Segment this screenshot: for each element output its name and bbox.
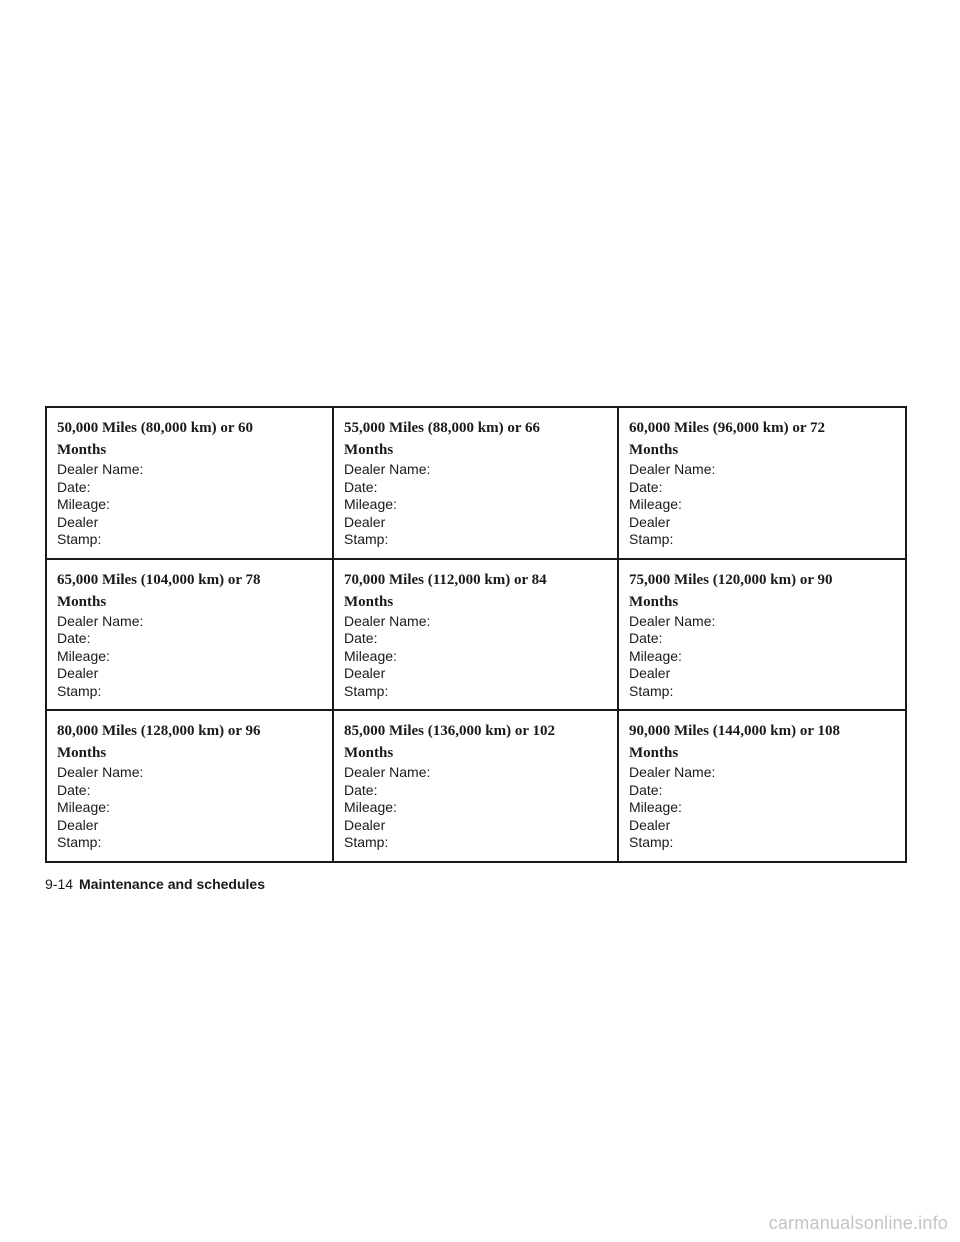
log-entry-cell — [333, 559, 618, 711]
dealer-name-label: Dealer Name: — [629, 461, 716, 477]
entry-title: 60,000 Miles (96,000 km) or 72 Months — [629, 420, 825, 458]
stamp-label: Stamp: — [629, 834, 674, 850]
dealer-name-label: Dealer Name: — [344, 764, 431, 780]
entry-title: 90,000 Miles (144,000 km) or 108 Months — [629, 723, 840, 761]
watermark: carmanualsonline.info — [768, 1213, 948, 1233]
date-label: Date: — [344, 630, 378, 646]
log-entry-cell — [618, 710, 906, 862]
dealer-name-label: Dealer Name: — [344, 612, 431, 629]
log-entry-cell — [333, 407, 618, 559]
dealer-label: Dealer — [344, 816, 386, 833]
date-label: Date: — [57, 630, 91, 646]
stamp-label: Stamp: — [629, 531, 674, 547]
dealer-name-label: Dealer Name: — [57, 612, 144, 629]
dealer-label: Dealer — [344, 665, 386, 681]
table-row — [46, 710, 906, 862]
mileage-label: Mileage: — [57, 647, 110, 664]
stamp-label: Stamp: — [629, 682, 674, 699]
dealer-name-label: Dealer Name: — [57, 764, 144, 780]
dealer-name-label: Dealer Name: — [344, 461, 431, 477]
dealer-name-label: Dealer Name: — [629, 612, 716, 629]
entry-title: 65,000 Miles (104,000 km) or 78 Months — [57, 571, 261, 610]
date-label: Date: — [629, 781, 663, 798]
stamp-label: Stamp: — [57, 682, 102, 699]
entry-title: 75,000 Miles (120,000 km) or 90 Months — [629, 571, 833, 610]
dealer-label: Dealer — [629, 665, 671, 681]
mileage-label: Mileage: — [344, 799, 397, 815]
stamp-label: Stamp: — [57, 834, 102, 850]
log-entry-cell — [618, 407, 906, 559]
table-row — [46, 407, 906, 559]
page-footer — [45, 876, 265, 892]
mileage-label: Mileage: — [629, 496, 682, 512]
date-label: Date: — [629, 478, 663, 495]
log-entry-cell — [618, 559, 906, 711]
log-entry-cell — [46, 559, 333, 711]
date-label: Date: — [344, 478, 378, 495]
entry-title: 70,000 Miles (112,000 km) or 84 Months — [344, 571, 547, 610]
dealer-label: Dealer — [57, 816, 99, 833]
dealer-label: Dealer — [629, 816, 671, 833]
mileage-label: Mileage: — [629, 647, 682, 664]
log-entry-cell — [46, 710, 333, 862]
entry-title: 50,000 Miles (80,000 km) or 60 Months — [57, 420, 253, 458]
section-title: Maintenance and schedules — [79, 876, 265, 892]
mileage-label: Mileage: — [57, 496, 110, 512]
entry-title: 85,000 Miles (136,000 km) or 102 Months — [344, 723, 555, 761]
stamp-label: Stamp: — [57, 531, 102, 547]
table-row — [46, 559, 906, 711]
maintenance-log-table — [45, 406, 907, 863]
date-label: Date: — [57, 478, 91, 495]
dealer-name-label: Dealer Name: — [57, 461, 144, 477]
mileage-label: Mileage: — [344, 496, 397, 512]
page-number: 9-14 — [45, 876, 74, 892]
entry-title: 80,000 Miles (128,000 km) or 96 Months — [57, 723, 261, 761]
date-label: Date: — [344, 781, 378, 798]
dealer-label: Dealer — [344, 513, 386, 530]
date-label: Date: — [57, 781, 91, 798]
mileage-label: Mileage: — [344, 647, 397, 664]
stamp-label: Stamp: — [344, 834, 389, 850]
log-entry-cell — [333, 710, 618, 862]
stamp-label: Stamp: — [344, 531, 389, 547]
mileage-label: Mileage: — [57, 799, 110, 815]
dealer-label: Dealer — [629, 513, 671, 530]
dealer-name-label: Dealer Name: — [629, 764, 716, 780]
date-label: Date: — [629, 630, 663, 646]
dealer-label: Dealer — [57, 513, 99, 530]
entry-title: 55,000 Miles (88,000 km) or 66 Months — [344, 420, 540, 458]
mileage-label: Mileage: — [629, 799, 682, 815]
dealer-label: Dealer — [57, 665, 99, 681]
stamp-label: Stamp: — [344, 682, 389, 699]
log-entry-cell — [46, 407, 333, 559]
